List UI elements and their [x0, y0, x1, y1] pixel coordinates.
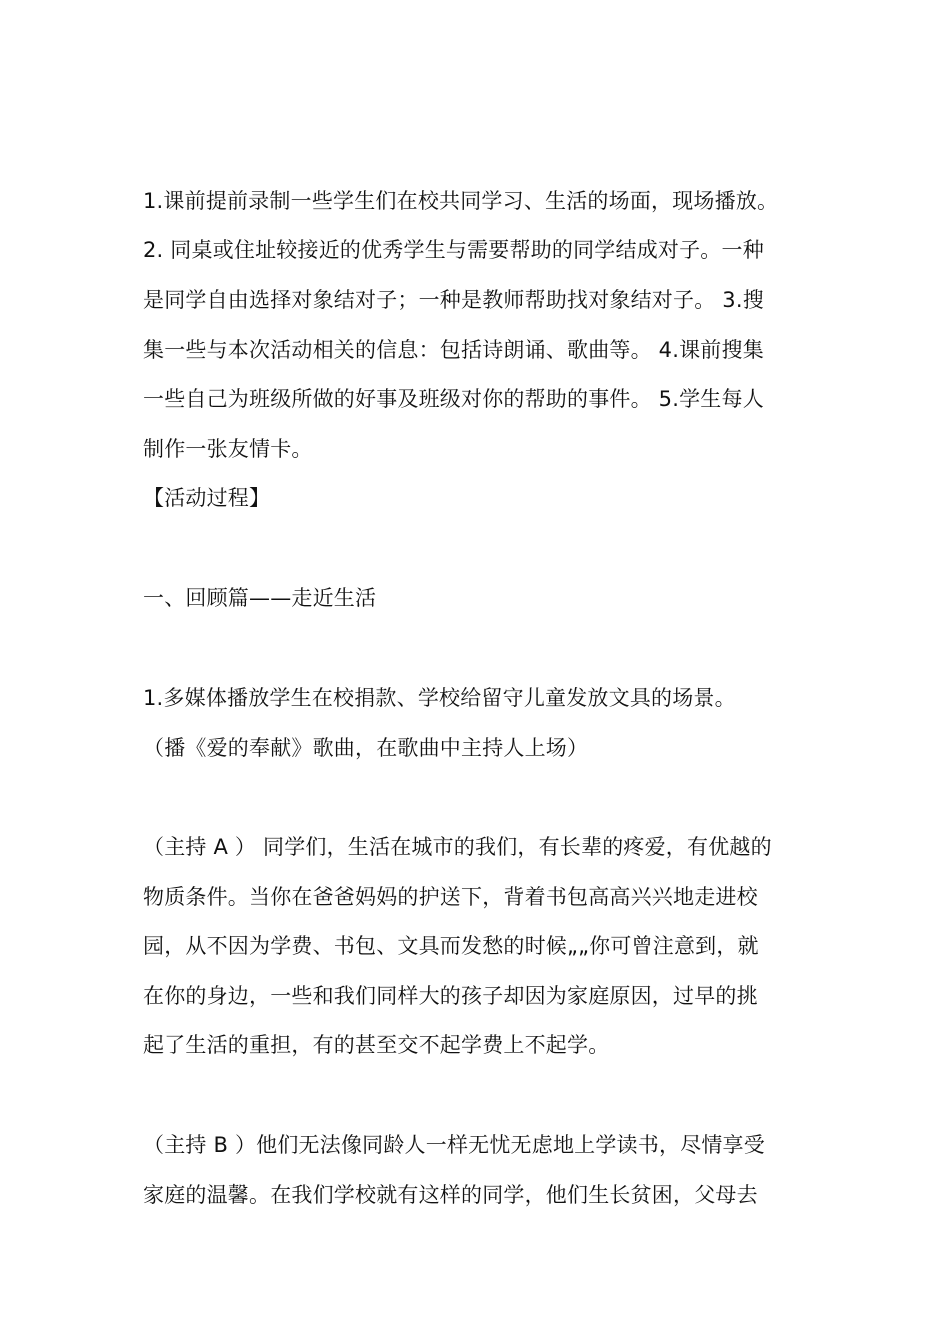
text-line: 1.多媒体播放学生在校捐款、学校给留守儿童发放文具的场景。 [143, 686, 736, 710]
text-line: （主持 B ）他们无法像同龄人一样无忧无虑地上学读书，尽情享受 [143, 1133, 765, 1157]
text-line: 园，从不因为学费、书包、文具而发愁的时候„„你可曾注意到，就 [143, 934, 759, 958]
subsection-heading: 一、回顾篇——走近生活 [143, 586, 377, 610]
section-heading: 【活动过程】 [143, 486, 271, 510]
text-line: 制作一张友情卡。 [143, 437, 313, 461]
text-line: 集一些与本次活动相关的信息：包括诗朗诵、歌曲等。 4.课前搜集 [143, 338, 764, 362]
text-line: （播《爱的奉献》歌曲，在歌曲中主持人上场） [143, 736, 589, 760]
text-line: 起了生活的重担，有的甚至交不起学费上不起学。 [143, 1033, 610, 1057]
text-line: 是同学自由选择对象结对子；一种是教师帮助找对象结对子。 3.搜 [143, 288, 764, 312]
text-line: 1.课前提前录制一些学生们在校共同学习、生活的场面，现场播放。 [143, 189, 779, 213]
text-line: 物质条件。当你在爸爸妈妈的护送下，背着书包高高兴兴地走进校 [143, 885, 758, 909]
text-line: 一些自己为班级所做的好事及班级对你的帮助的事件。 5.学生每人 [143, 387, 764, 411]
text-line: 家庭的温馨。在我们学校就有这样的同学，他们生长贫困，父母去 [143, 1183, 758, 1207]
text-line: 2. 同桌或住址较接近的优秀学生与需要帮助的同学结成对子。一种 [143, 238, 764, 262]
text-line: （主持 A ） 同学们，生活在城市的我们，有长辈的疼爱，有优越的 [143, 835, 772, 859]
text-line: 在你的身边，一些和我们同样大的孩子却因为家庭原因，过早的挑 [143, 984, 758, 1008]
